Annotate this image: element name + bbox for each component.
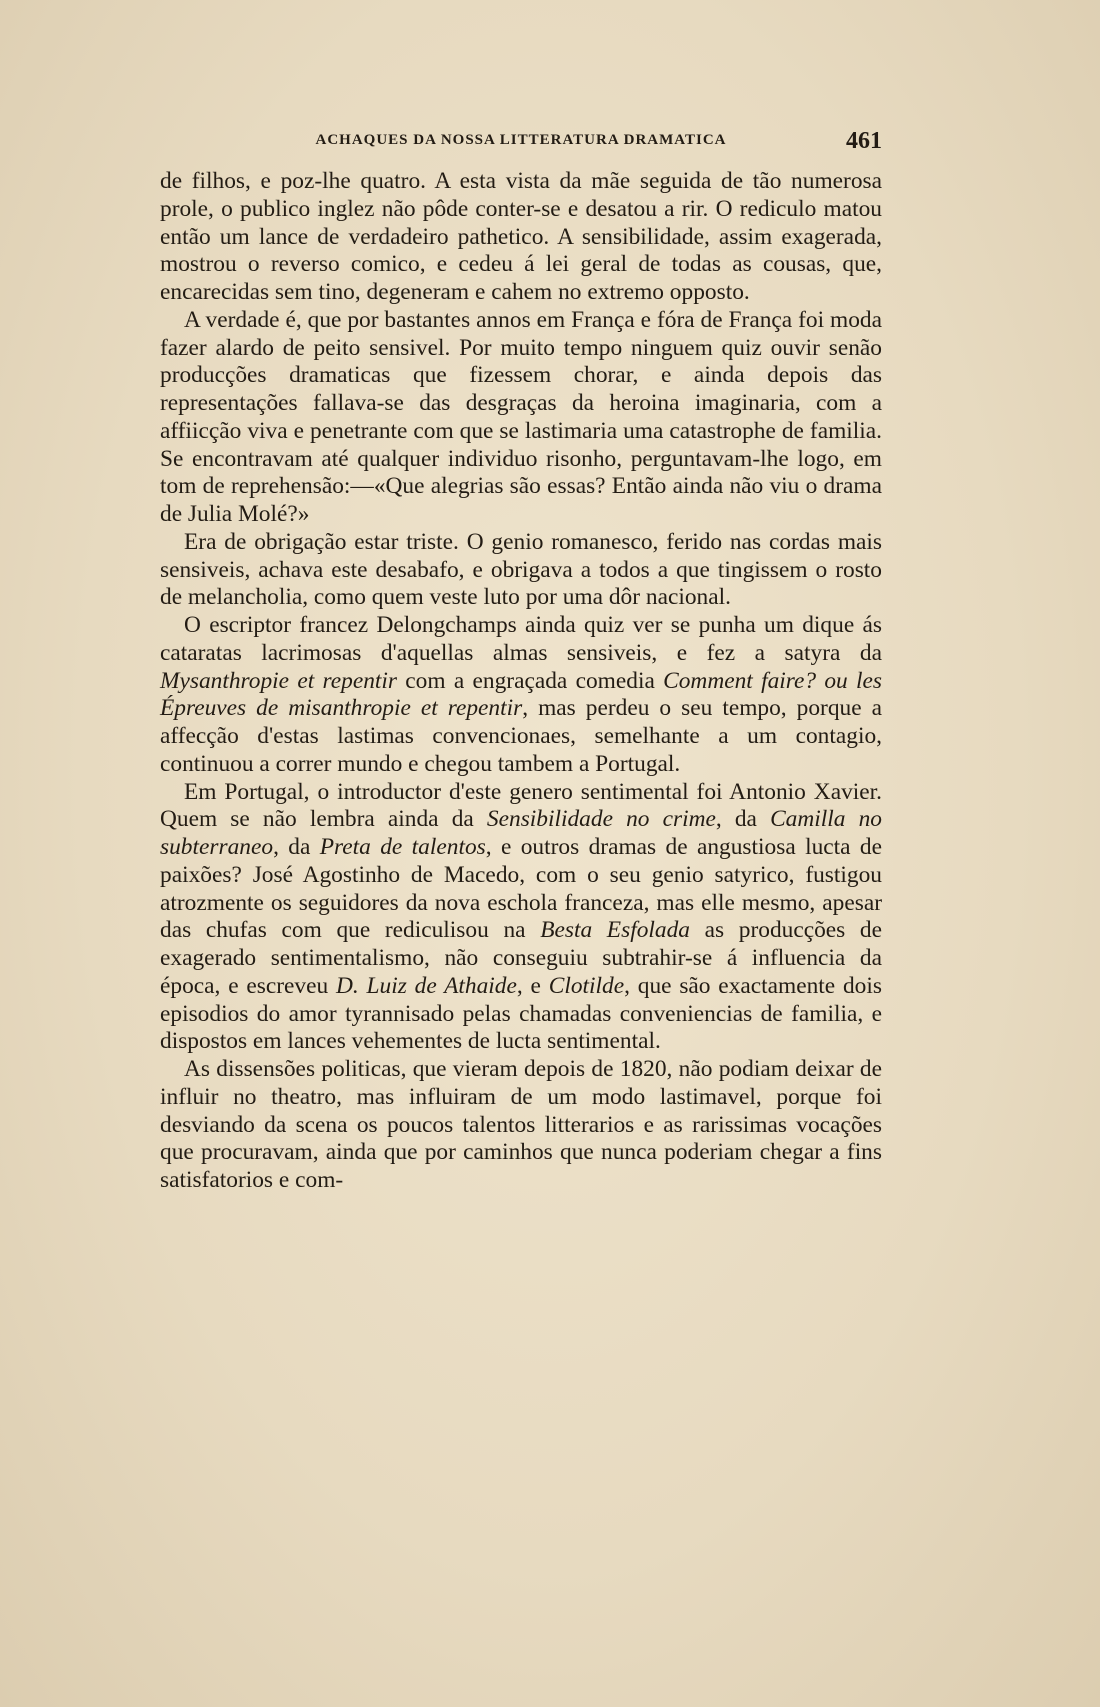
italic-title: Mysanthropie et repentir [160, 667, 398, 694]
italic-title: Preta de talentos [319, 834, 486, 860]
body-text [160, 168, 882, 1195]
italic-title: Comment faire? ou les Épreuves de misanthropie et repentir [160, 667, 883, 722]
text-run: , e outros dramas de angustiosa lucta de paixões? José Agostinho de Macedo, com o seu genio satyrico, fustigou atrozmente os seguidores da nova eschola franceza, mas elle mesmo, apesar das chufas com que rediculisou na [160, 834, 883, 944]
text-run: O escriptor francez Delongchamps ainda quiz ver se punha um dique ás cataratas lacrimosas d'aquellas almas sensiveis, e fez a satyra da [160, 612, 882, 666]
italic-title: Sensibilidade no crime [486, 806, 716, 833]
running-title: ACHAQUES DA NOSSA LITTERATURA DRAMATICA [315, 132, 727, 148]
paragraph [160, 307, 882, 529]
text-run: A verdade é, que por bastantes annos em França e fóra de França foi moda fazer alardo de peito sensivel. Por muito tempo ninguem quiz ouvir senão producções dramaticas que fizessem chorar, e ainda depois das representações fallava-se das desgraças da heroina imaginaria, com a affiicção viva e penetrante com que se lastimaria uma catastrophe de familia. Se encontravam até qualquer individuo risonho, perguntavam-lhe logo, em tom de reprehensão:—«Que alegrias são essas? Então ainda não viu o drama de Julia Molé?» [160, 306, 882, 527]
text-run: Era de obrigação estar triste. O genio romanesco, ferido nas cordas mais sensiveis, achava este desabafo, e obrigava a todos a que tingissem o rosto de melancholia, como quem veste luto por uma dôr nacional. [160, 528, 882, 611]
page-header [160, 128, 882, 158]
text-run: , da [715, 806, 771, 833]
text-run: , e [516, 972, 549, 999]
text-run: de filhos, e poz-lhe quatro. A esta vista da mãe seguida de tão numerosa prole, o publico inglez não pôde conter-se e desatou a rir. O rediculo matou então um lance de verdadeiro pathetico. A sensibilidade, assim exagerada, mostrou o reverso comico, e cedeu á lei geral de todas as cousas, que, encarecidas sem tino, degeneram e cahem no extremo opposto. [160, 168, 882, 305]
text-run: as producções de exagerado sentimentalismo, não conseguiu subtrahir-se á influencia da época, e escreveu [160, 917, 883, 999]
italic-title: Camilla no subterraneo [160, 806, 882, 860]
text-run: As dissensões politicas, que vieram depois de 1820, não podiam deixar de influir no theatro, mas influiram de um modo lastimavel, porque foi desviando da scena os poucos talentos litterarios e as rarissimas vocações que procuravam, ainda que por caminhos que nunca poderiam chegar a fins satisfatorios e com- [160, 1056, 882, 1193]
text-run: Em Portugal, o introductor d'este genero sentimental foi Antonio Xavier. Quem se não lembra ainda da [160, 778, 882, 833]
italic-title: D. Luiz de Athaide [336, 972, 517, 999]
paragraph [160, 1056, 882, 1195]
paragraph [160, 779, 882, 1057]
paragraph [160, 612, 882, 779]
text-run: , que são exactamente dois episodios do amor tyrannisado pelas chamadas conveniencias de familia, e dispostos em lances vehementes de lucta sentimental. [160, 972, 882, 1055]
paragraph [160, 168, 882, 307]
text-run: , da [273, 834, 320, 860]
italic-title: Clotilde [548, 972, 625, 999]
text-run: , mas perdeu o seu tempo, porque a affecção d'estas lastimas convencionaes, semelhante a um contagio, continuou a correr mundo e chegou tambem a Portugal. [160, 695, 882, 777]
italic-title: Besta Esfolada [540, 917, 690, 944]
paragraph [160, 529, 882, 612]
text-run: com a engraçada comedia [397, 667, 664, 694]
page-number: 461 [846, 128, 882, 154]
